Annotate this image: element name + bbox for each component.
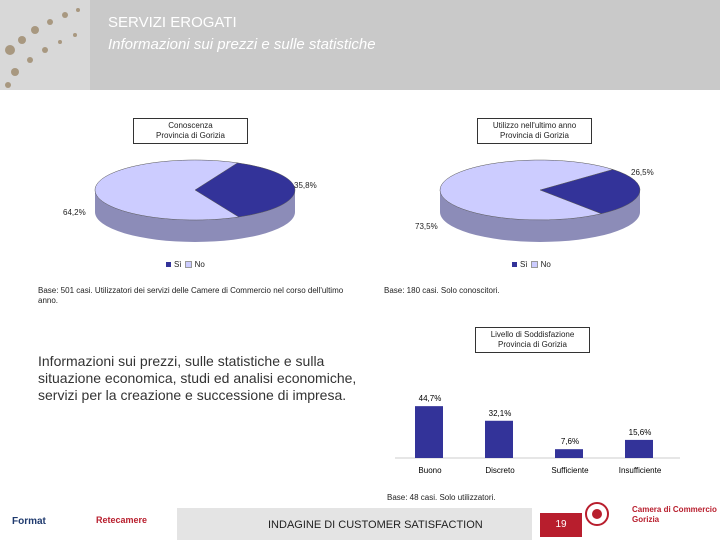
bar-category-label: Discreto [485, 466, 515, 475]
legend-label-si: Sì [520, 260, 528, 269]
bar-chart-satisfaction [385, 390, 685, 480]
legend-swatch-no [531, 261, 538, 268]
chart3-title [475, 327, 590, 353]
pie1-legend [166, 260, 205, 269]
pie2-label-si: 26,5% [631, 168, 654, 177]
bar-discreto [485, 421, 513, 458]
chart1-base-note: Base: 501 casi. Utilizzatori dei servizi delle Camere di Commercio nel corso dell'ultimo anno. [38, 286, 344, 305]
legend-label-no: No [540, 260, 551, 269]
format-logo: Format [12, 516, 46, 527]
bar-sufficiente [555, 449, 583, 458]
pie1-label-no: 64,2% [63, 208, 86, 217]
footer-center-text: INDAGINE DI CUSTOMER SATISFACTION [268, 519, 483, 531]
legend-swatch-si [166, 262, 171, 267]
bar-category-label: Insufficiente [618, 466, 662, 475]
bar-value-label: 7,6% [560, 437, 580, 447]
legend-label-si: Sì [174, 260, 182, 269]
pie2-legend [512, 260, 551, 269]
pie-chart-usage [425, 150, 655, 250]
bar-value-label: 32,1% [488, 408, 512, 418]
page-number: 19 [540, 513, 582, 537]
decorative-dots [0, 0, 90, 90]
pie-chart-awareness [80, 150, 310, 250]
bar-insufficiente [625, 440, 653, 458]
page-title: SERVIZI EROGATI [108, 14, 237, 31]
chart3-title-text: Livello di Soddisfazione Provincia di Gorizia [490, 330, 575, 349]
retecamere-logo: Retecamere [96, 515, 148, 525]
chart3-base-note: Base: 48 casi. Solo utilizzatori. [387, 493, 496, 502]
page-subtitle: Informazioni sui prezzi e sulle statistiche [108, 36, 376, 53]
pie2-label-no: 73,5% [415, 222, 438, 231]
legend-swatch-no [185, 261, 192, 268]
seal-icon [585, 500, 609, 530]
pie1-label-si: 35,8% [294, 181, 317, 190]
bar-value-label: 44,7% [418, 394, 442, 404]
bar-category-label: Sufficiente [551, 466, 589, 475]
camera-commercio-logo: Camera di Commercio Gorizia [632, 505, 717, 524]
service-description: Informazioni sui prezzi, sulle statistiche e sulla situazione economica, studi ed analisi economiche, servizi per la creazione e successione di impresa. [38, 353, 357, 403]
bar-value-label: 15,6% [628, 427, 652, 437]
chart2-title [477, 118, 592, 144]
legend-label-no: No [194, 260, 205, 269]
legend-swatch-si [512, 262, 517, 267]
chart2-base-note: Base: 180 casi. Solo conoscitori. [384, 286, 500, 295]
chart1-title [133, 118, 248, 144]
chart1-title-text: Conoscenza Provincia di Gorizia [156, 121, 225, 140]
chart2-title-text: Utilizzo nell'ultimo anno Provincia di Gorizia [492, 121, 577, 140]
bar-buono [415, 406, 443, 458]
bar-category-label: Buono [418, 466, 442, 475]
